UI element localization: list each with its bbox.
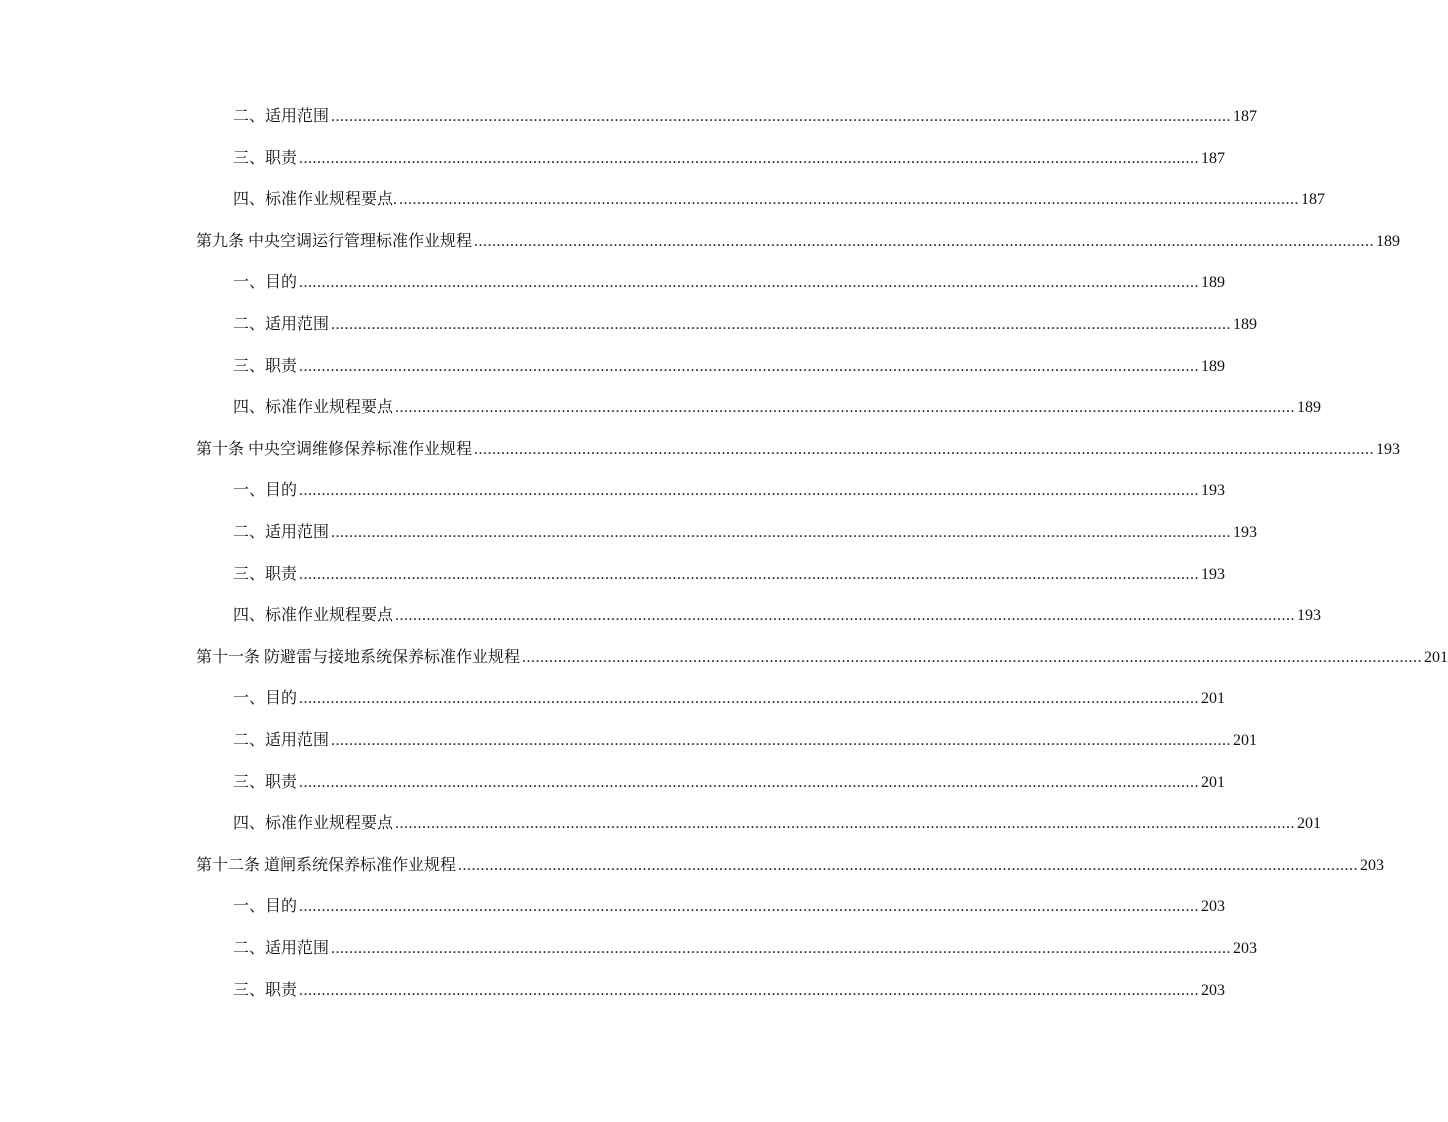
- dot-leader: ........................................................................................................................................................................................................: [395, 399, 1296, 417]
- toc-chapter-entry[interactable]: [196, 647, 1448, 669]
- toc-page-number: 193: [1201, 565, 1226, 583]
- toc-section-entry[interactable]: [233, 480, 1226, 502]
- toc-section-entry[interactable]: [233, 605, 1322, 627]
- toc-page-number: 189: [1201, 357, 1226, 375]
- toc-entry-label: 四、标准作业规程要点: [233, 399, 394, 417]
- toc-entry-label: 二、适用范围: [233, 732, 330, 749]
- toc-page-number: 189: [1376, 232, 1401, 250]
- toc-section-entry[interactable]: [233, 106, 1258, 128]
- toc-section-entry[interactable]: [233, 272, 1226, 294]
- dot-leader: ........................................................................................................................................................................................................: [474, 440, 1375, 458]
- toc-entry-label: 三、职责: [233, 357, 298, 375]
- toc-section-entry[interactable]: [233, 688, 1226, 710]
- toc-page-number: 189: [1297, 399, 1322, 417]
- toc-page-number: 201: [1201, 773, 1226, 791]
- toc-entry-label: 二、适用范围: [233, 108, 330, 125]
- toc-entry-label: 第九条 中央空调运行管理标准作业规程: [196, 232, 473, 250]
- dot-leader: ........................................................................................................................................................................................................: [331, 732, 1232, 749]
- toc-entry-label: 二、适用范围: [233, 316, 330, 333]
- toc-page-number: 203: [1201, 898, 1226, 916]
- toc-page-number: 193: [1297, 607, 1322, 625]
- dot-leader: ........................................................................................................................................................................................................: [331, 108, 1232, 125]
- dot-leader: ........................................................................................................................................................................................................: [299, 357, 1200, 375]
- toc-section-entry[interactable]: [233, 772, 1226, 794]
- dot-leader: ........................................................................................................................................................................................................: [299, 565, 1200, 583]
- dot-leader: ........................................................................................................................................................................................................: [299, 274, 1200, 292]
- dot-leader: ........................................................................................................................................................................................................: [474, 232, 1375, 250]
- toc-section-entry[interactable]: [233, 148, 1226, 170]
- dot-leader: ........................................................................................................................................................................................................: [331, 940, 1232, 957]
- toc-page-number: 193: [1376, 440, 1401, 458]
- toc-page-number: 201: [1424, 648, 1448, 666]
- dot-leader: ........................................................................................................................................................................................................: [395, 815, 1296, 833]
- toc-section-entry[interactable]: [233, 813, 1322, 835]
- toc-entry-label: 二、适用范围: [233, 524, 330, 541]
- toc-entry-label: 一、目的: [233, 274, 298, 292]
- toc-chapter-entry[interactable]: [196, 231, 1401, 253]
- toc-page-number: 193: [1233, 524, 1258, 541]
- dot-leader: ........................................................................................................................................................................................................: [522, 648, 1423, 666]
- toc-entry-label: 三、职责: [233, 773, 298, 791]
- toc-entry-label: 三、职责: [233, 981, 298, 999]
- toc-entry-label: 一、目的: [233, 482, 298, 500]
- toc-section-entry[interactable]: [233, 397, 1322, 419]
- toc-page-number: 189: [1233, 316, 1258, 333]
- dot-leader: ........................................................................................................................................................................................................: [458, 856, 1359, 874]
- toc-section-entry[interactable]: [233, 522, 1258, 544]
- toc-entry-label: 三、职责: [233, 565, 298, 583]
- toc-page-number: 203: [1201, 981, 1226, 999]
- toc-page-number: 187: [1201, 149, 1226, 167]
- toc-section-entry[interactable]: [233, 356, 1226, 378]
- dot-leader: ........................................................................................................................................................................................................: [299, 690, 1200, 708]
- toc-section-entry[interactable]: [233, 980, 1226, 1002]
- toc-section-entry[interactable]: [233, 938, 1258, 960]
- toc-chapter-entry[interactable]: [196, 855, 1385, 877]
- toc-page-number: 193: [1201, 482, 1226, 500]
- dot-leader: ........................................................................................................................................................................................................: [299, 898, 1200, 916]
- dot-leader: ........................................................................................................................................................................................................: [399, 191, 1300, 209]
- toc-entry-label: 三、职责: [233, 149, 298, 167]
- dot-leader: ........................................................................................................................................................................................................: [299, 482, 1200, 500]
- toc-entry-label: 二、适用范围: [233, 940, 330, 957]
- toc-page-number: 187: [1301, 191, 1326, 209]
- toc-page-number: 201: [1297, 815, 1322, 833]
- toc-page-number: 187: [1233, 108, 1258, 125]
- toc-section-entry[interactable]: [233, 564, 1226, 586]
- toc-section-entry[interactable]: [233, 730, 1258, 752]
- dot-leader: ........................................................................................................................................................................................................: [299, 149, 1200, 167]
- toc-section-entry[interactable]: [233, 896, 1226, 918]
- toc-entry-label: 四、标准作业规程要点: [233, 607, 394, 625]
- dot-leader: ........................................................................................................................................................................................................: [331, 316, 1232, 333]
- toc-entry-label: 四、标准作业规程要点.: [233, 191, 398, 209]
- dot-leader: ........................................................................................................................................................................................................: [299, 981, 1200, 999]
- toc-page-number: 203: [1233, 940, 1258, 957]
- toc-page-number: 203: [1360, 856, 1385, 874]
- toc-page-number: 201: [1201, 690, 1226, 708]
- toc-entry-label: 一、目的: [233, 898, 298, 916]
- dot-leader: ........................................................................................................................................................................................................: [331, 524, 1232, 541]
- toc-page-number: 201: [1233, 732, 1258, 749]
- toc-section-entry[interactable]: [233, 189, 1326, 211]
- dot-leader: ........................................................................................................................................................................................................: [299, 773, 1200, 791]
- toc-entry-label: 第十二条 道闸系统保养标准作业规程: [196, 856, 457, 874]
- toc-entry-label: 一、目的: [233, 690, 298, 708]
- toc-section-entry[interactable]: [233, 314, 1258, 336]
- toc-entry-label: 第十一条 防避雷与接地系统保养标准作业规程: [196, 648, 521, 666]
- toc-chapter-entry[interactable]: [196, 439, 1401, 461]
- toc-page-number: 189: [1201, 274, 1226, 292]
- dot-leader: ........................................................................................................................................................................................................: [395, 607, 1296, 625]
- toc-entry-label: 第十条 中央空调维修保养标准作业规程: [196, 440, 473, 458]
- toc-entry-label: 四、标准作业规程要点: [233, 815, 394, 833]
